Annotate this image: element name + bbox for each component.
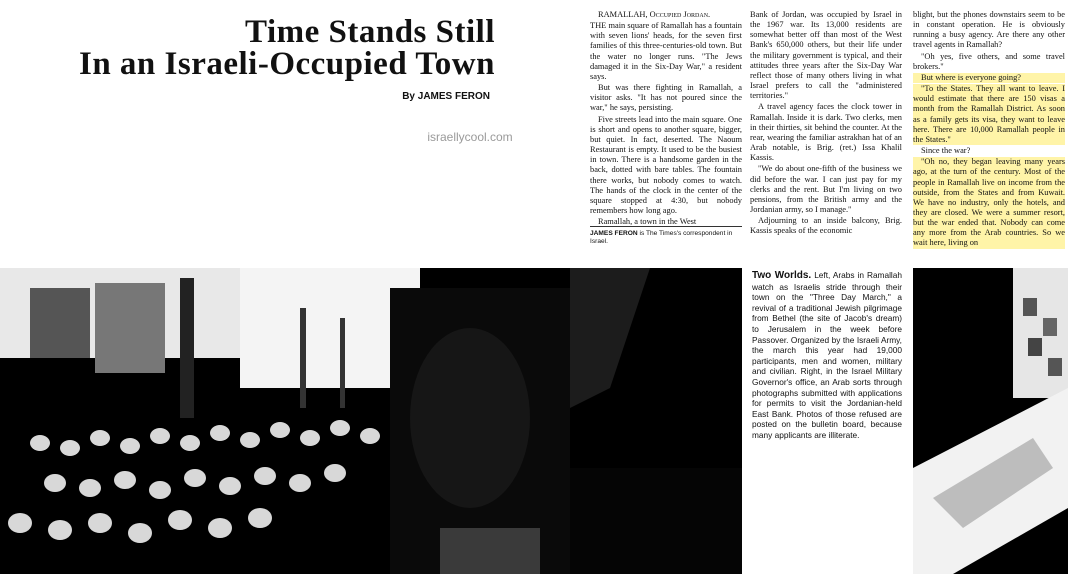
paragraph: "Oh yes, five others, and some travel brokers."	[913, 51, 1065, 71]
paragraph: THE main square of Ramallah has a fountain with seven lions' heads, for the seven first families of this three-centuries-old town. But the water no longer runs. "The Jews damaged it in the Six-Day War," a resident says.	[590, 21, 742, 81]
article-column-2	[750, 10, 902, 237]
paragraph: A travel agency faces the clock tower in Ramallah. Inside it is dark. Two clerks, men in their thirties, sit behind the counter. At the rear, wearing the familiar astrakhan hat of an Arab notable, is Brig. (ret.) Issa Khalil Kassis.	[750, 102, 902, 163]
paragraph: "We do about one-fifth of the business we did before the war. I can just pay for my clerks and the rent. But I'm living on two pensions, from the British army and the Jordanian army, so I manage."	[750, 164, 902, 214]
paragraph-highlighted: "To the States. They all want to leave. I would estimate that there are 150 visas a month from the Ramallah District. As soon as a family gets its visa, they want to leave here. There are 10,000 Ramallah people in the States."	[913, 84, 1065, 144]
author-name: JAMES FERON	[590, 230, 638, 237]
author-bio-text: is The Times's correspondent in Israel.	[590, 230, 733, 245]
office-photo	[913, 268, 1068, 574]
article-column-1	[590, 10, 742, 228]
photo-caption	[752, 270, 902, 441]
paragraph-highlighted: "Oh no, they began leaving many years ago, at the turn of the century. Most of the people in Ramallah live on income from the outside, from the States and from Kuwait. We have no industry, only the hotels, and they are closed. We were a summer resort, but the war ended that. Nobody can come any more from the Arab countries. So we wait here, living on	[913, 157, 1065, 248]
paragraph: Bank of Jordan, was occupied by Israel in the 1967 war. Its 13,000 residents are somewhat better off than most of the West Bank's 650,000 others, but their life under the military government is typical, and their attitudes three years after the Six-Day War reflect those of many others living in what Israel prefers to call the "administered territories."	[750, 10, 902, 101]
article-column-3	[913, 10, 1065, 250]
byline: By JAMES FERON	[402, 91, 490, 102]
author-bio	[590, 226, 742, 246]
march-photo	[0, 268, 570, 574]
paragraph: Since the war?	[921, 146, 971, 156]
paragraph: blight, but the phones downstairs seem to be in constant operation. He is obviously running a busy agency. Are there any other travel agents in Ramallah?	[913, 10, 1065, 50]
march-photo-continuation	[570, 268, 742, 574]
caption-text: Left, Arabs in Ramallah watch as Israelis stride through their town on the "Three Day March," a revival of a traditional Jewish pilgrimage from Bethel (the site of Jacob's dream) to Jerusalem in the week before Passover. Organized by the Israeli Army, the march this year had 19,000 participants, men and women, military and civilian. Right, in the Israel Military Governor's office, an Arab sorts through photographs submitted with applications for permits to visit the Jordanian-held East Bank. Photos of those refused are posted on the bulletin board, because many applicants are illiterate.	[752, 270, 903, 440]
paragraph: Ramallah, a town in the West	[598, 217, 697, 227]
watermark: israellycool.com	[427, 130, 513, 144]
paragraph-highlighted: But where is everyone going?	[913, 73, 1065, 83]
headline-line-1: Time Stands Still	[245, 14, 495, 50]
paragraph: But was there fighting in Ramallah, a visitor asks. "It has not poured since the war," he says, persisting.	[590, 83, 742, 113]
paragraph: Five streets lead into the main square. One is short and opens to another square, bigger, but quiet. In fact, deserted. The Naoum Restaurant is empty. It used to be the busiest in town. There is a handsome garden in the back, dotted with bare tables. The fountain there works, but nobody comes to watch. The hands of the clock in the center of the square stopped at 4:30, but nobody remembers how long ago.	[590, 114, 742, 215]
dateline: RAMALLAH, Occupied Jordan.	[598, 10, 711, 19]
headline-line-2: In an Israeli-Occupied Town	[78, 46, 495, 82]
caption-lead: Two Worlds.	[752, 270, 812, 281]
paragraph: Adjourning to an inside balcony, Brig. Kassis speaks of the economic	[750, 216, 902, 236]
